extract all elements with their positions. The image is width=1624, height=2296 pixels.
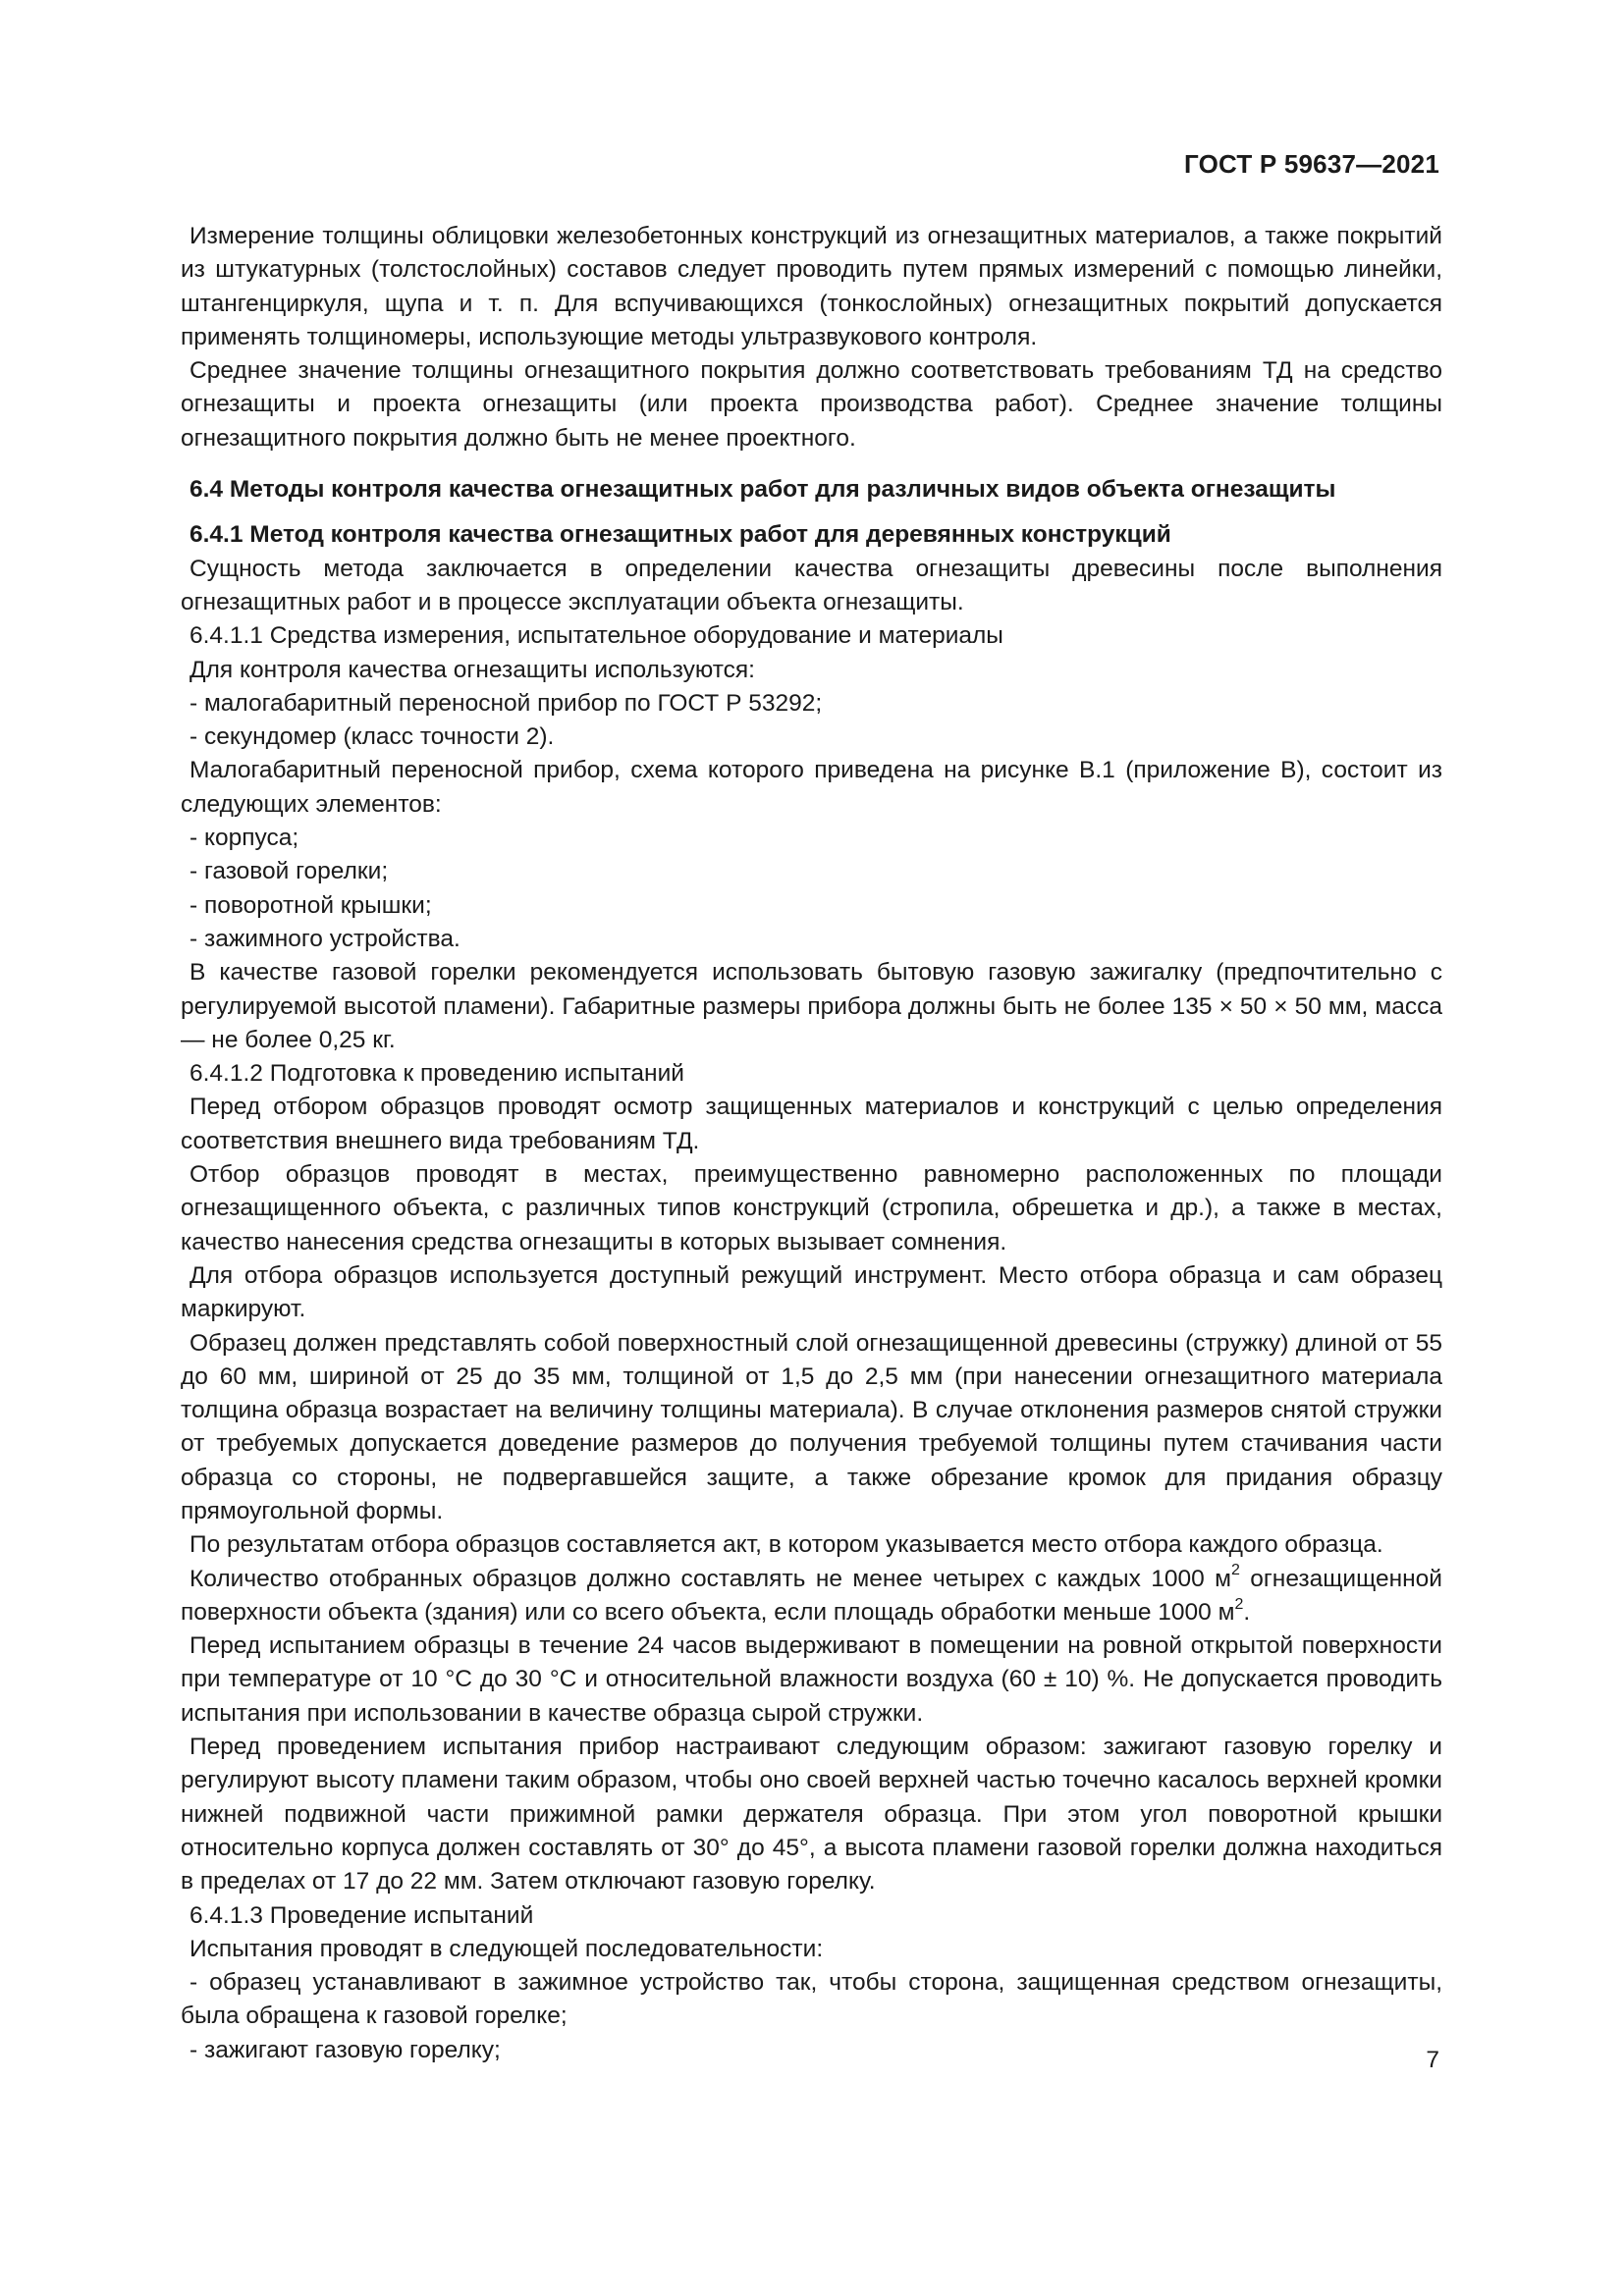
text-run: . [1243, 1598, 1251, 1626]
subsection-heading-6-4-1-3: 6.4.1.3 Проведение испытаний [189, 1901, 534, 1929]
list-item: - газовой горелки; [189, 858, 389, 885]
list-item: - поворотной крышки; [189, 891, 432, 919]
paragraph: Малогабаритный переносной прибор, схема которого приведена на рисунке В.1 (приложение В), состоит из следующих элементов: [181, 757, 1442, 818]
paragraph: Испытания проводят в следующей последовательности: [189, 1935, 824, 1962]
superscript: 2 [1234, 1595, 1244, 1613]
paragraph: Перед отбором образцов проводят осмотр защищенных материалов и конструкций с целью определения соответствия внешнего вида требованиям ТД. [181, 1094, 1442, 1154]
list-item: - образец устанавливают в зажимное устройство так, чтобы сторона, защищенная средством огнезащиты, была обращена к газовой горелке; [181, 1969, 1442, 2030]
paragraph-sample-count [181, 1563, 1442, 1630]
paragraph: По результатам отбора образцов составляется акт, в котором указывается место отбора каждого образца. [189, 1531, 1383, 1559]
paragraph: Перед проведением испытания прибор настраивают следующим образом: зажигают газовую горелку и регулируют высоту пламени таким образом, чтобы оно своей верхней частью точечно касалось верхней кромки нижней подвижной части прижимной рамки держателя образца. При этом угол поворотной крышки относительно корпуса должен составлять от 30° до 45°, а высота пламени газовой горелки должна находиться в пределах от 17 до 22 мм. Затем отключают газовую горелку. [181, 1734, 1442, 1896]
paragraph: Перед испытанием образцы в течение 24 часов выдерживают в помещении на ровной открытой поверхности при температуре от 10 °С до 30 °С и относительной влажности воздуха (60 ± 10) %. Не допускается проводить испытания при использовании в качестве образца сырой стружки. [181, 1632, 1442, 1727]
page-number: 7 [1426, 2047, 1439, 2073]
paragraph: Среднее значение толщины огнезащитного покрытия должно соответствовать требованиям ТД на средство огнезащиты и проекта огнезащиты (или проекта производства работ). Среднее значение толщины огнезащитного покрытия должно быть не менее проектного. [181, 357, 1442, 452]
document-body [181, 220, 1442, 2067]
list-item: - зажимного устройства. [189, 925, 460, 952]
text-run: Количество отобранных образцов должно составлять не менее четырех с каждых 1000 м [189, 1565, 1231, 1592]
superscript: 2 [1230, 1562, 1240, 1579]
paragraph: Измерение толщины облицовки железобетонных конструкций из огнезащитных материалов, а также покрытий из штукатурных (толстослойных) составов следует проводить путем прямых измерений с помощью линейки, штангенциркуля, щупа и т. п. Для вспучивающихся (тонкослойных) огнезащитных покрытий допускается применять толщиномеры, использующие методы ультразвукового контроля. [181, 223, 1442, 350]
subsection-heading-6-4-1-1: 6.4.1.1 Средства измерения, испытательное оборудование и материалы [189, 622, 1003, 650]
list-item: - корпуса; [189, 825, 299, 852]
paragraph: Сущность метода заключается в определении качества огнезащиты древесины после выполнения огнезащитных работ и в процессе эксплуатации объекта огнезащиты. [181, 555, 1442, 615]
document-code-header: ГОСТ Р 59637—2021 [1184, 149, 1439, 179]
paragraph: Отбор образцов проводят в местах, преимущественно равномерно расположенных по площади огнезащищенного объекта, с различных типов конструкций (стропила, обрешетка и др.), а также в местах, качество нанесения средства огнезащиты в которых вызывает сомнения. [181, 1161, 1442, 1255]
text-run: огнезащищенной поверхности объекта (здания) или со всего объекта, если площадь обработки меньше 1000 м [181, 1565, 1442, 1626]
paragraph: Образец должен представлять собой поверхностный слой огнезащищенной древесины (стружку) длиной от 55 до 60 мм, шириной от 25 до 35 мм, толщиной от 1,5 до 2,5 мм (при нанесении огнезащитного материала толщина образца возрастает на величину толщины материала). В случае отклонения размеров снятой стружки от требуемых допускается доведение размеров до получения требуемой толщины путем стачивания части образца со стороны, не подвергавшейся защите, а также обрезание кромок для придания образцу прямоугольной формы. [181, 1329, 1442, 1524]
list-item: - секундомер (класс точности 2). [189, 723, 555, 751]
paragraph: В качестве газовой горелки рекомендуется использовать бытовую газовую зажигалку (предпочтительно с регулируемой высотой пламени). Габаритные размеры прибора должны быть не более 135 × 50 × 50 мм, масса — не более 0,25 кг. [181, 959, 1442, 1053]
list-item: - малогабаритный переносной прибор по ГОСТ Р 53292; [189, 689, 823, 717]
paragraph: Для отбора образцов используется доступный режущий инструмент. Место отбора образца и сам образец маркируют. [181, 1261, 1442, 1323]
section-heading-6-4: 6.4 Методы контроля качества огнезащитных работ для различных видов объекта огнезащиты [189, 476, 1336, 504]
paragraph: Для контроля качества огнезащиты используются: [189, 656, 755, 683]
list-item: - зажигают газовую горелку; [189, 2036, 501, 2063]
subsection-heading-6-4-1-2: 6.4.1.2 Подготовка к проведению испытаний [189, 1060, 684, 1088]
section-heading-6-4-1: 6.4.1 Метод контроля качества огнезащитных работ для деревянных конструкций [189, 521, 1171, 549]
